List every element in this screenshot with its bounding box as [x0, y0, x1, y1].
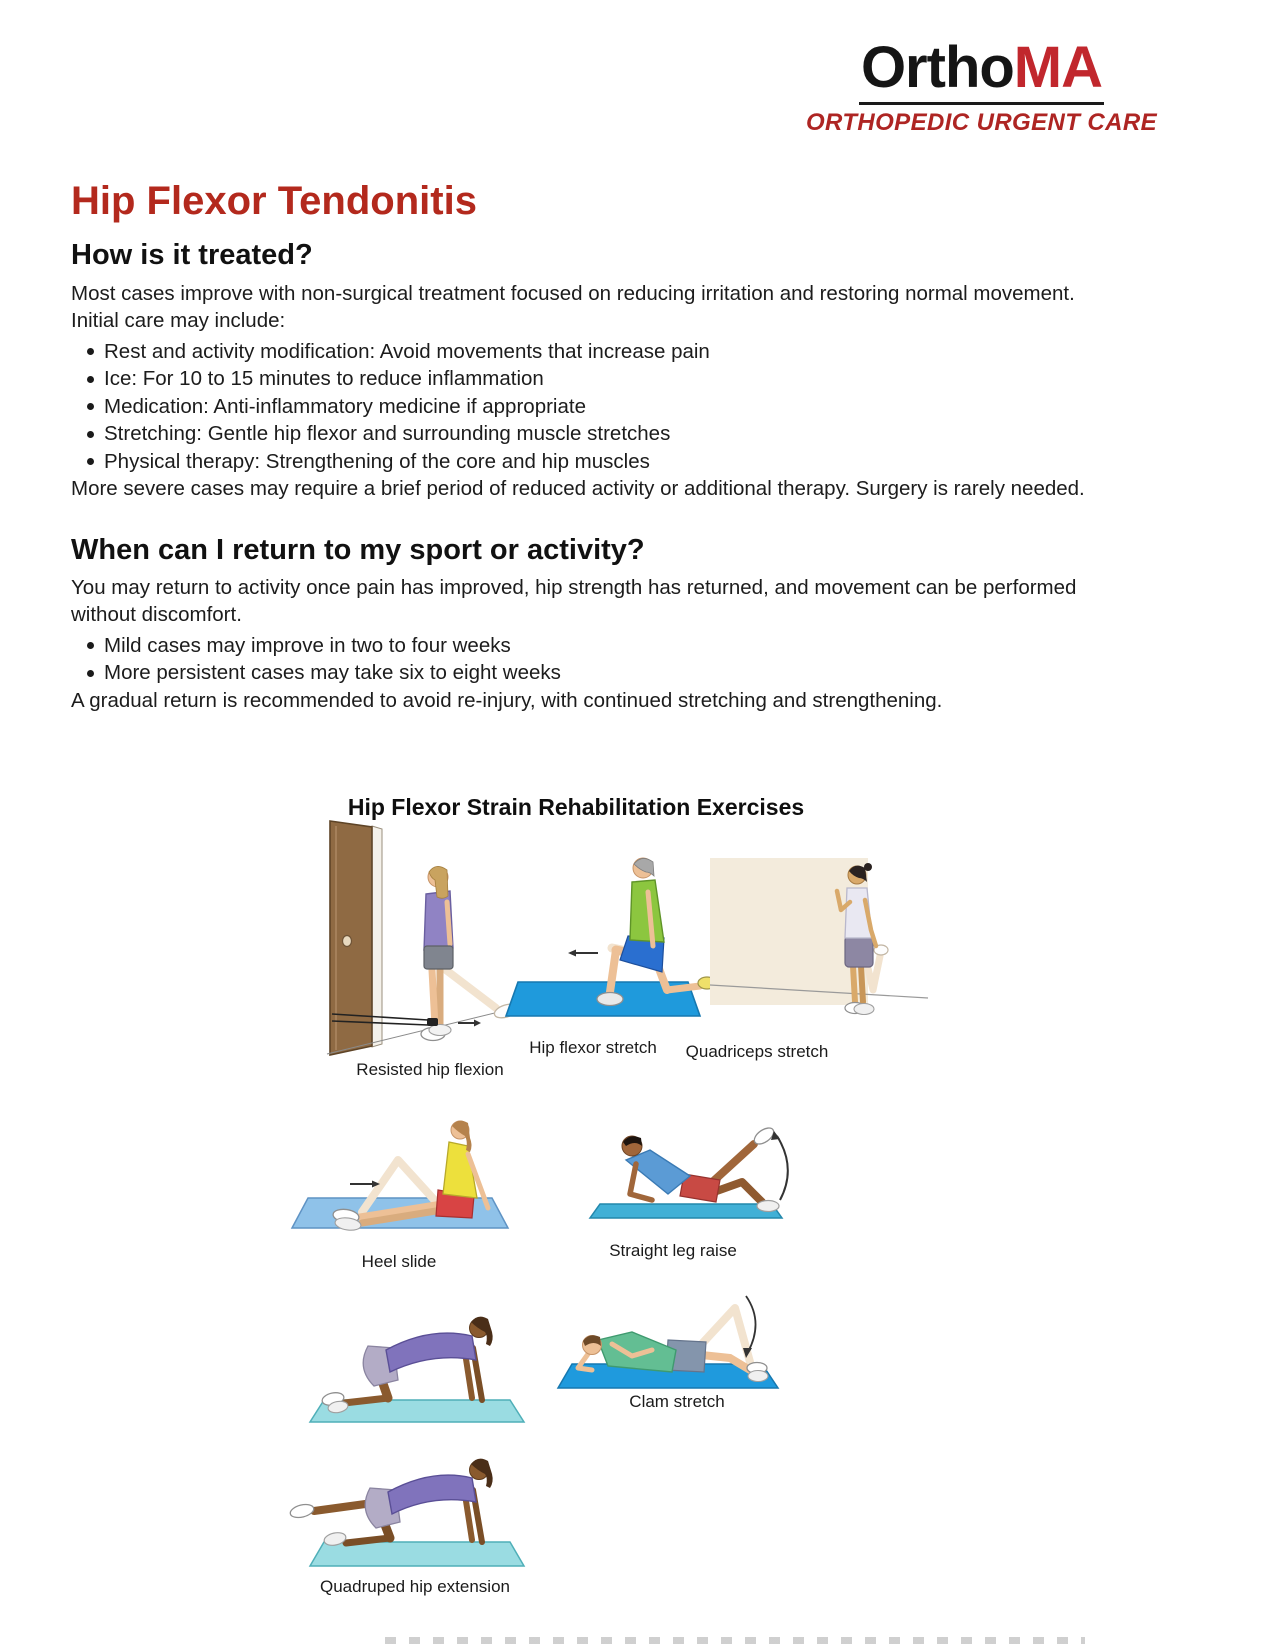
list-item: Physical therapy: Strengthening of the core and hip muscles: [71, 448, 1149, 476]
illustration-title: Hip Flexor Strain Rehabilitation Exercises: [347, 794, 805, 820]
ortho-ma-logo: [805, 35, 1157, 137]
list-item: Stretching: Gentle hip flexor and surrounding muscle stretches: [71, 420, 1149, 448]
quadriceps-stretch-figure: [710, 858, 928, 1015]
list-item: Mild cases may improve in two to four weeks: [71, 632, 1149, 660]
treatment-bullet-list: [71, 338, 1149, 476]
list-item: More persistent cases may take six to eight weeks: [71, 659, 1149, 687]
footer-cutoff-marks: [385, 1637, 1085, 1644]
caption-straight-leg-raise: Straight leg raise: [609, 1241, 737, 1260]
return-intro-line-1: You may return to activity once pain has improved, hip strength has returned, and movement can be performed: [71, 575, 1077, 599]
logo-wordmark-black: Ortho: [860, 35, 1014, 100]
caption-hip-flexor-stretch: Hip flexor stretch: [529, 1038, 657, 1057]
quadruped-start-figure: [310, 1317, 524, 1422]
list-item: Medication: Anti-inflammatory medicine if appropriate: [71, 393, 1149, 421]
list-item: Ice: For 10 to 15 minutes to reduce inflammation: [71, 365, 1149, 393]
return-bullet-list: [71, 632, 1149, 687]
return-intro-line-2: without discomfort.: [71, 603, 242, 627]
straight-leg-raise-figure: [590, 1125, 788, 1218]
caption-quadruped-hip-extension: Quadruped hip extension: [320, 1577, 510, 1596]
document-body: [71, 180, 1149, 714]
return-outro: A gradual return is recommended to avoid re-injury, with continued stretching and strengthening.: [71, 688, 943, 712]
exercise-illustration: [280, 780, 940, 1612]
treatment-outro: More severe cases may require a brief period of reduced activity or additional therapy. Surgery is rarely needed.: [71, 477, 1085, 501]
treatment-intro-line-1: Most cases improve with non-surgical treatment focused on reducing irritation and restoring normal movement.: [71, 281, 1075, 305]
rehab-exercises-figure: [280, 780, 940, 1612]
logo-wordmark: [859, 35, 1104, 105]
section-heading-treatment: How is it treated?: [71, 239, 313, 272]
caption-resisted-hip-flexion: Resisted hip flexion: [356, 1060, 504, 1079]
quadruped-hip-extension-figure: [289, 1459, 524, 1566]
caption-quadriceps-stretch: Quadriceps stretch: [685, 1042, 829, 1061]
heel-slide-figure: [292, 1121, 508, 1232]
caption-clam-stretch: Clam stretch: [629, 1392, 725, 1411]
treatment-intro-line-2: Initial care may include:: [71, 309, 286, 333]
list-item: Rest and activity modification: Avoid movements that increase pain: [71, 338, 1149, 366]
section-heading-return: When can I return to my sport or activity?: [71, 533, 645, 566]
page-title: Hip Flexor Tendonitis: [71, 179, 477, 223]
logo-wordmark-red: MA: [1013, 35, 1102, 100]
hip-flexor-stretch-figure: [506, 858, 716, 1016]
logo-tagline: ORTHOPEDIC URGENT CARE: [805, 108, 1157, 136]
resisted-hip-flexion-figure: [327, 821, 519, 1055]
clam-stretch-figure: [558, 1296, 778, 1388]
caption-heel-slide: Heel slide: [361, 1252, 437, 1271]
